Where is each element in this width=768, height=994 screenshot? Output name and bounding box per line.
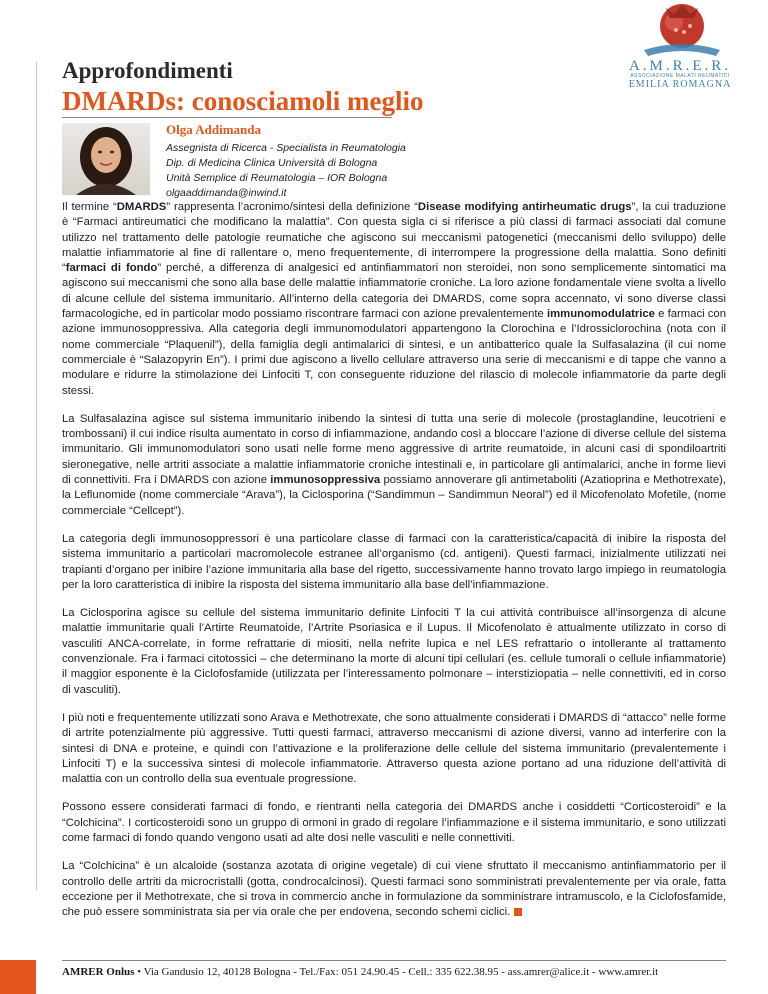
author-email[interactable]: olgaaddimanda@inwind.it bbox=[166, 187, 287, 199]
author-department: Dip. di Medicina Clinica Università di Bologna bbox=[166, 157, 378, 169]
paragraph-1 bbox=[62, 200, 726, 399]
title-underline bbox=[62, 117, 392, 118]
text-run: Il termine “ bbox=[62, 201, 117, 213]
text-run: ” perché, a differenza di analgesici ed antinfiammatori non steroidei, non sono semplicemente sintomatici ma agiscono sui meccanismi che sono alla base delle malattie infiammatorie croniche. La loro azione fondamentale viene svolta a livello di alcune cellule del sistema immunitario. All’interno della categoria dei DMARDS, come sopra accennato, vi sono diverse classi farmacologiche, ed in particolar modo possiamo riscontrare farmaci con azione prevalentemente bbox=[62, 262, 726, 321]
author-name: Olga Addimanda bbox=[166, 122, 262, 137]
author-role: Assegnista di Ricerca - Specialista in Reumatologia bbox=[166, 142, 406, 154]
logo-region: EMILIA ROMAGNA bbox=[628, 79, 732, 90]
text-run: La “Colchicina” è un alcaloide (sostanza azotata di origine vegetale) di cui viene sfruttato il meccanismo antinfiammatorio per il controllo delle artriti da microcristalli (gotta, condrocalcinosi). Questi farmaci sono somministrati prevalentemente per via orale, fatta eccezione per il Methotrexate, che si trova in commercio anche in formulazione da somministrare intramuscolo, e la Ciclofosfamide, che può essere somministrata sia per via orale che per endovena, secondo schemi ciclici. bbox=[62, 860, 726, 919]
bold-term: Disease modifying antirheumatic drugs bbox=[417, 201, 632, 213]
page-title: DMARDs: conosciamoli meglio bbox=[62, 86, 424, 116]
author-info bbox=[166, 122, 406, 201]
author-photo bbox=[62, 123, 150, 195]
footer-org: AMRER Onlus bbox=[62, 966, 135, 978]
bold-term: immunosoppressiva bbox=[270, 474, 381, 487]
author-unit: Unità Semplice di Reumatologia – IOR Bologna bbox=[166, 172, 388, 184]
logo-association: ASSOCIAZIONE MALATI REUMATICI bbox=[630, 73, 730, 79]
footer-rule bbox=[62, 960, 726, 961]
text-run: ”, la cui traduzione è “Farmaci antireumatici che modificano la malattia”. Con questa sigla ci si riferisce a più classi di farmaci associati dal comune utilizzo nel trattamento delle patologie reumatiche che agiscono sui meccanismi patogenetici (meccanismi dello sviluppo) delle malattie infiammatorie al fine di rallentare o, meno frequentemente, di interrompere la progressione della malattia. Sono definiti “ bbox=[62, 201, 726, 275]
text-run: e farmaci con azione immunosoppressiva. Alla categoria degli immunomodulatori appartengono la Clorochina e l’Idrossiclorochina (nota con il nome commerciale “Plaquenil”), della famiglia degli antimalarici di sintesi, e un antibatterico quale la Sulfasalazina (il cui nome commerciale è “Salazopyrin En”). I primi due agiscono a livello cellulare attraverso una serie di meccanismi e di tappe che vanno a modulare e ridurre la stimolazione dei Linfociti T, con conseguente riduzione del rilascio di molecole infiammatorie da parte degli stessi. bbox=[62, 308, 726, 397]
corner-color-block bbox=[0, 960, 36, 994]
article-body bbox=[62, 200, 726, 933]
paragraph-4: La Ciclosporina agisce su cellule del sistema immunitario definite Linfociti T la cui attività contribuisce all’insorgenza di alcune malattie immunitarie quali l’Artirte Reumatoide, l’Artrite Psoriasica e il Lupus. Il Micofenolato è attualmente utilizzato in corso di vasculiti ANCA-correlate, in forme refrattarie di miositi, nella nefrite lupica e nel LES refrattario o intollerante al trattamento convenzionale. Fra i farmaci citotossici – che determinano la morte di alcuni tipi cellulari (es. cellule tumorali o cellule infiammatorie) il maggior esponente è la Ciclofosfamide (utilizzata per l’interessamento polmonare – interstiziopatia – nelle connettiviti, ed in corso di vasculiti). bbox=[62, 607, 726, 696]
section-label: Approfondimenti bbox=[62, 58, 233, 83]
paragraph-7 bbox=[62, 859, 726, 920]
bold-term: DMARDS bbox=[116, 201, 167, 213]
paragraph-5: I più noti e frequentemente utilizzati sono Arava e Methotrexate, che sono attualmente considerati i DMARDS di “attacco” nelle forme di artrite potenzialmente più aggressive. Tutti questi farmaci, attraverso meccanismi di azione diversi, vanno ad interferire con la sintesi di DNA e proteine, e quindi con l’attivazione e la proliferazione delle cellule del sistema immunitario (prevalentemente i Linfociti T) e la successiva sintesi di molecole infiammatorie. Attraverso questa azione portano ad una riduzione dell’attività di malattia con un controllo della sua eventuale progressione. bbox=[62, 711, 726, 786]
text-run: La Sulfasalazina agisce sul sistema immunitario inibendo la sintesi di tutta una serie di molecole (prostaglandine, leucotrieni e trombossani) il cui indice risulta aumentato in corso di infiammazione, andando così a bloccare l’azione di diverse cellule del sistema immunitario. Gli immunomodulatori sono usati nelle forme meno aggressive di artrite reumatoide, in alcuni casi di spondiloartriti sieronegative, nelle artriti associate a malattie infiammatorie croniche intestinali e, in particolare gli antimalarici, anche in forme lievi di connettiviti. Fra i DMARDS con azione bbox=[62, 412, 726, 487]
bold-term: immunomodulatrice bbox=[547, 308, 655, 321]
logo-name: A.M.R.E.R. bbox=[628, 58, 732, 74]
paragraph-3: La categoria degli immunosoppressori è una particolare classe di farmaci con la caratteristica/capacità di inibire la risposta del sistema immunitario a particolari macromolecole estranee all’organismo (cd. antigeni). Questi farmaci, inizialmente utilizzati nei trapianti d’organo per inibire l’azione immunitaria alla base del rigetto, successivamente hanno trovato largo impiego in reumatologia per la loro caratteristica di inibire la risposta del sistema immunitario alla base dell’infiammazione. bbox=[62, 532, 726, 591]
end-of-article-mark bbox=[514, 908, 522, 916]
text-run: ” rappresenta l’acronimo/sintesi della definizione “ bbox=[166, 201, 418, 213]
paragraph-6: Possono essere considerati farmaci di fondo, e rientranti nella categoria dei DMARDS anche i cosiddetti “Corticosteroidi” e la “Colchicina”. I corticosteroidi sono un gruppo di ormoni in grado di regolare l’infiammazione e il sistema immunitario, e sono utilizzati come farmaci di fondo quando vengono usati ad alte dosi nelle vasculiti e nelle connettiviti. bbox=[62, 801, 726, 844]
footer bbox=[62, 966, 726, 978]
footer-details: • Via Gandusio 12, 40128 Bologna - Tel./Fax: 051 24.90.45 - Cell.: 335 622.38.95 - ass.amrer@alice.it - www.amrer.it bbox=[134, 966, 659, 978]
bold-term: farmaci di fondo bbox=[65, 262, 158, 275]
paragraph-2 bbox=[62, 412, 726, 519]
text-run: possiamo annoverare gli antimetaboliti (Azatioprina e Methotrexate), la Leflunomide (nome commerciale “Arava”), la Ciclosporina (“Sandimmun – Sandimmun Neoral”) ed il Micofenolato Mofetile, (nome commerciale “Cellcept”). bbox=[62, 474, 726, 517]
left-margin-rule bbox=[36, 62, 37, 890]
